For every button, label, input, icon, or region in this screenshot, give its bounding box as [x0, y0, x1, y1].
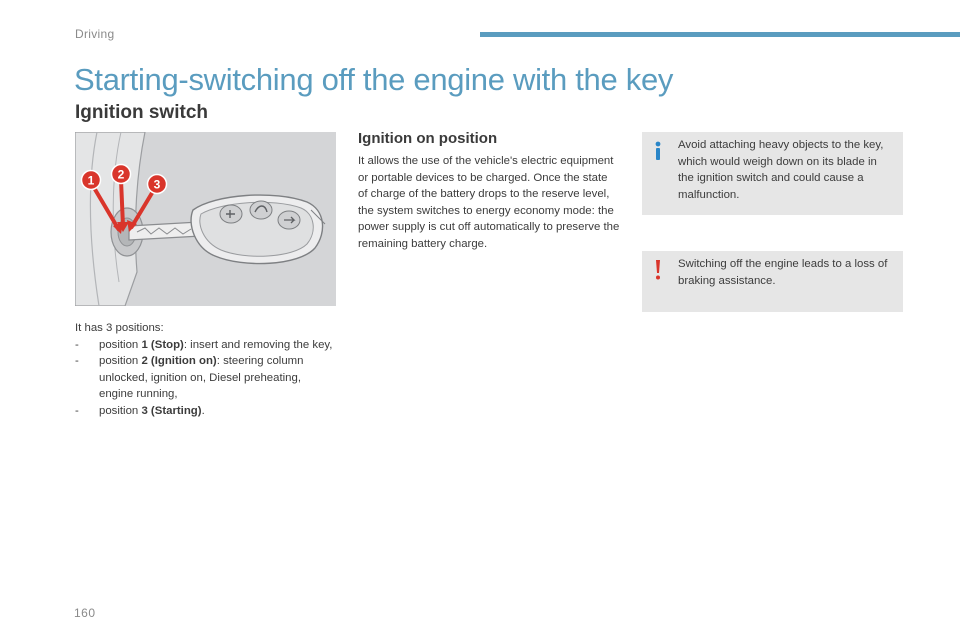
positions-intro: It has 3 positions: — [75, 322, 164, 334]
section-heading: Ignition switch — [75, 102, 208, 123]
list-item — [75, 353, 337, 403]
info-note — [642, 132, 903, 215]
list-item — [75, 337, 337, 354]
list-item-prefix: position — [99, 404, 142, 417]
section-label: Driving — [75, 27, 115, 41]
list-item — [75, 403, 337, 420]
list-dash: - — [75, 338, 79, 351]
position-label: 2 (Ignition on) — [141, 355, 217, 367]
ignition-key-drawing — [75, 132, 336, 306]
ignition-on-text: It allows the use of the vehicle's electric equipment or portable devices to be charged. Once the state of charge of the battery drops to the reserve level, the system switches to energy economy mode: the power supply is cut off automatically to preserve the remaining battery charge. — [358, 155, 620, 250]
list-item-prefix: position — [99, 338, 142, 351]
position-marker-3 — [148, 175, 167, 194]
exclamation-icon — [650, 257, 666, 281]
page-number: 160 — [74, 606, 96, 620]
warning-note — [642, 251, 903, 312]
warning-note-text: Switching off the engine leads to a loss of braking assistance. — [678, 258, 888, 287]
list-item-description: . — [201, 404, 205, 417]
list-dash: - — [75, 355, 79, 367]
header-accent-bar — [480, 32, 960, 37]
info-icon — [650, 138, 666, 162]
svg-text:1: 1 — [87, 173, 95, 188]
ignition-on-heading: Ignition on position — [358, 130, 498, 147]
position-label: 1 (Stop) — [141, 338, 184, 351]
svg-text:2: 2 — [117, 167, 125, 182]
ignition-key-illustration — [75, 132, 336, 306]
page-title: Starting-switching off the engine with the key — [74, 62, 674, 97]
svg-text:3: 3 — [153, 177, 161, 192]
position-label: 3 (Starting) — [141, 404, 202, 417]
list-dash: - — [75, 404, 79, 417]
list-item-description: : steering column unlocked, ignition on, Diesel preheating, engine running, — [99, 355, 304, 400]
position-marker-1 — [82, 171, 101, 190]
info-note-text: Avoid attaching heavy objects to the key, which would weigh down on its blade in the ignition switch and could cause a malfunction. — [678, 139, 884, 201]
list-item-description: : insert and removing the key, — [183, 338, 333, 351]
position-marker-2 — [112, 165, 131, 184]
positions-list — [75, 320, 337, 419]
list-item-prefix: position — [99, 355, 142, 367]
